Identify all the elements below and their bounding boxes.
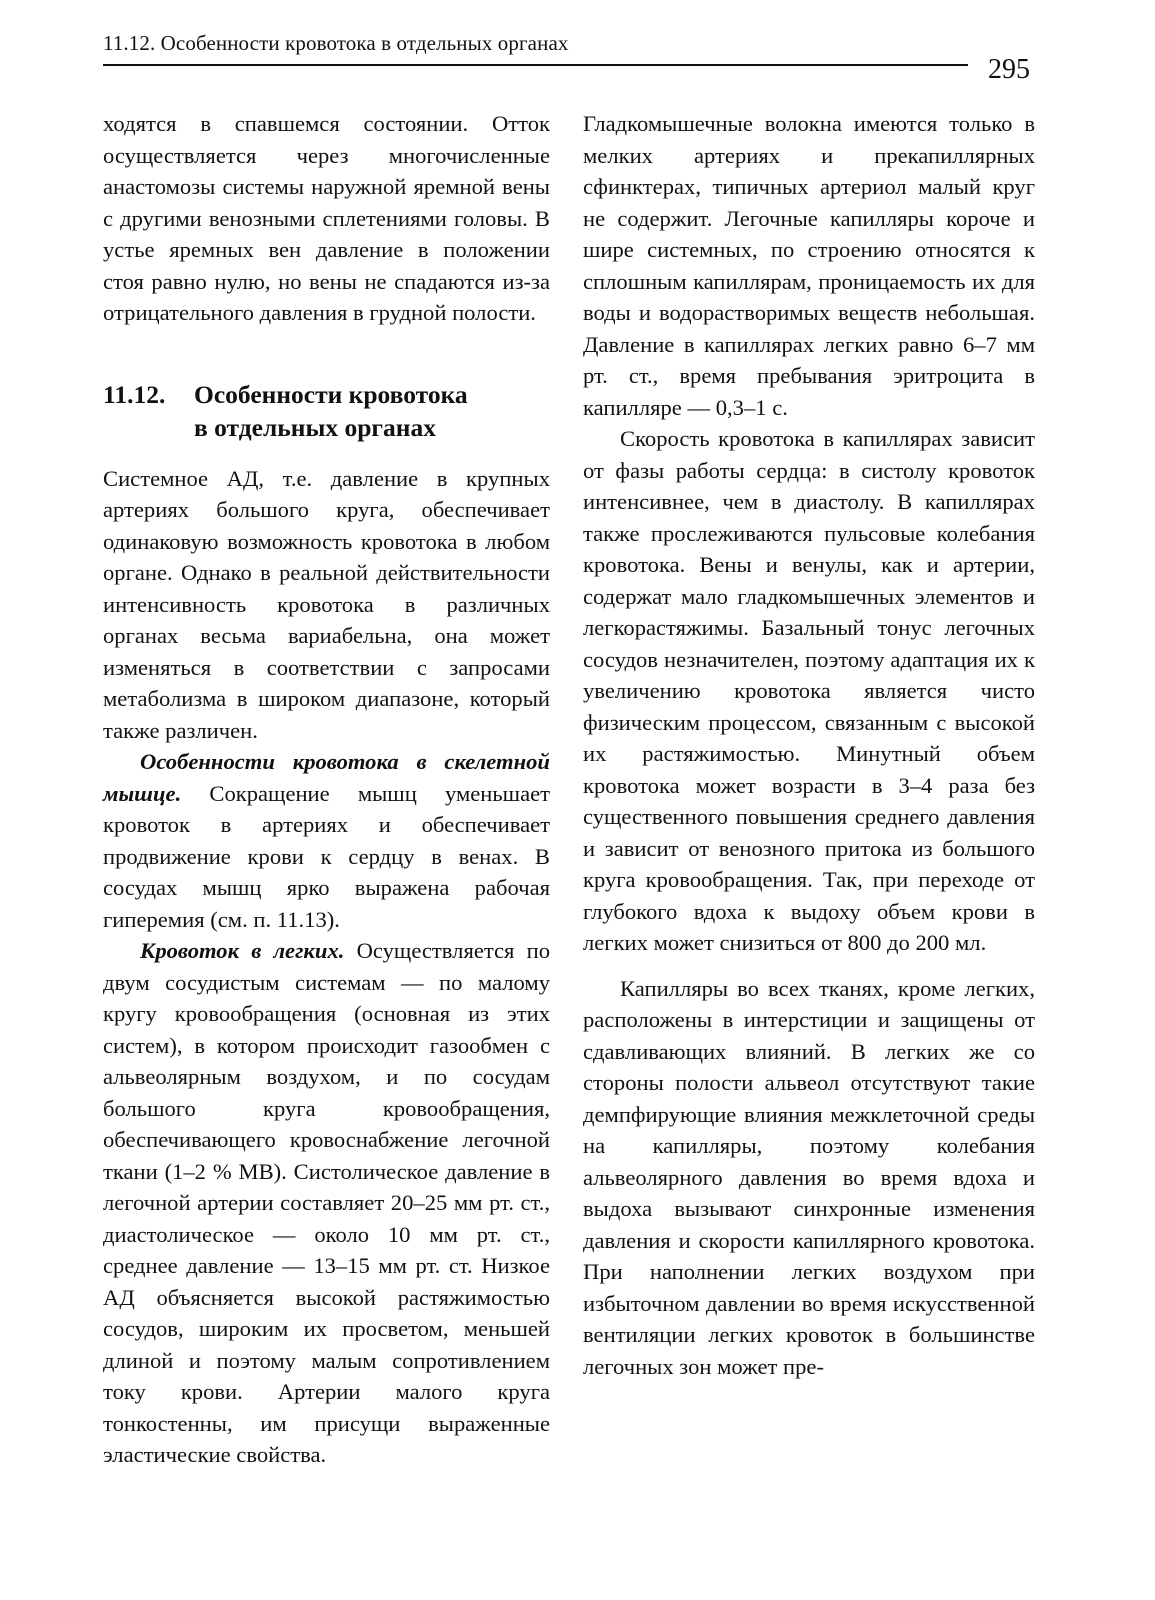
paragraph-capillaries: Капилляры во всех тканях, кроме легких, расположены в интерстиции и защищены от сдавливающих влияний. В легких же со стороны полости альвеол отсутствуют такие демпфирующие влияния межклеточной среды на капилляры, поэтому колебания альвеолярного давления во время вдоха и выдоха вызывают синхронные изменения давления и скорости капиллярного кровотока. При наполнении легких воздухом при избыточном давлении во время искусственной вентиляции легких кровоток в большинстве легочных зон может пре- <box>583 975 1035 1379</box>
header-rule <box>103 64 968 66</box>
running-head: 11.12. Особенности кровотока в отдельных органах <box>103 31 569 55</box>
paragraph-continued: ходятся в спавшемся состоянии. Отток осуществляется через многочисленные анастомозы системы наружной яремной вены с другими венозными сплетениями головы. В устье яремных вен давление в положении стоя равно нулю, но вены не спадаются из-за отрицательного давления в грудной полости. <box>103 111 550 325</box>
paragraph-muscle-text: Сокращение мышц уменьшает кровоток в артериях и обеспечивает продвижение крови к сердцу в венах. В сосудах мышц ярко выражена рабочая гиперемия (см. п. 11.13). <box>103 780 550 932</box>
right-column <box>583 108 1035 1382</box>
paragraph-flow-speed: Скорость кровотока в капиллярах зависит от фазы работы сердца: в систолу кровоток интенсивнее, чем в диастолу. В капиллярах также прослеживаются пульсовые колебания кровотока. Вены и венулы, как и артерии, содержат мало гладкомышечных элементов и легкорастяжимы. Базальный тонус легочных сосудов незначителен, поэтому адаптация их к увеличению кровотока является чисто физическим процессом, связанным с высокой их растяжимостью. Минутный объем кровотока может возрасти в 3–4 раза без существенного повышения среднего давления и зависит от венозного притока из большого круга кровообращения. Так, при переходе от глубокого вдоха к выдоху объем крови в легких может снизиться от 800 до 200 мл. <box>583 426 1035 955</box>
section-number: 11.12. <box>103 379 166 409</box>
paragraph-smooth-muscle: Гладкомышечные волокна имеются только в мелких артериях и прекапиллярных сфинктерах, типичных артериол малый круг не содержит. Легочные капилляры короче и шире системных, по строению относятся к сплошным капиллярам, проницаемость их для воды и водорастворимых веществ небольшая. Давление в капиллярах легких равно 6–7 мм рт. ст., время пребывания эритроцита в капилляре — 0,3–1 с. <box>583 111 1035 420</box>
section-title-line-2: в отдельных органах <box>194 412 436 442</box>
run-in-heading-muscle: Особенности кровотока в скелетной мышце. <box>103 749 550 806</box>
section-heading <box>103 378 550 444</box>
paragraph-skeletal-muscle <box>103 746 550 935</box>
run-in-heading-lungs: Кровоток в легких. <box>140 938 345 963</box>
page-number: 295 <box>988 54 1030 85</box>
left-column <box>103 108 550 1471</box>
section-title-line-1: Особенности кровотока <box>194 379 468 409</box>
paragraph-intro: Системное АД, т.е. давление в крупных артериях большого круга, обеспечивает одинаковую возможность кровотока в любом органе. Однако в реальной действительности интенсивность кровотока в различных органах весьма вариабельна, она может изменяться в соответствии с запросами метаболизма в широком диапазоне, который также различен. <box>103 465 550 743</box>
paragraph-lungs-text: Осуществляется по двум сосудистым системам — по малому кругу кровообращения (основная из этих систем), в котором происходит газообмен с альвеолярным воздухом, и по сосудам большого круга кровообращения, обеспечивающего кровоснабжение легочной ткани (1–2 % МВ). Систолическое давление в легочной артерии составляет 20–25 мм рт. ст., диастолическое — около 10 мм рт. ст., среднее давление — 13–15 мм рт. ст. Низкое АД объясняется высокой растяжимостью сосудов, широким их просветом, меньшей длиной и поэтому малым сопротивлением току крови. Артерии малого круга тонкостенны, им присущи выраженные эластические свойства. <box>103 938 550 1467</box>
paragraph-lungs <box>103 935 550 1471</box>
